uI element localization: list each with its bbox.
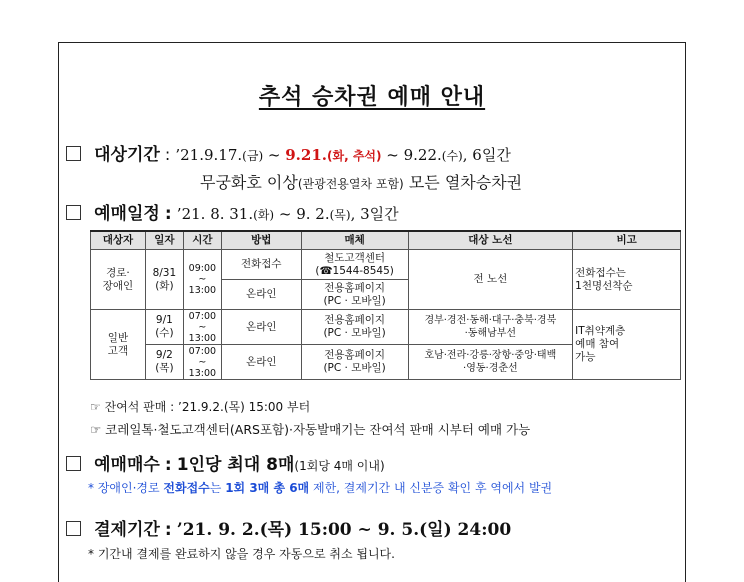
header-route: 대상 노선: [408, 231, 573, 250]
cell-route: 경부·경전·동해·대구·충북·경북 ·동해남부선: [408, 310, 573, 345]
limit-sub-prefix: * 장애인·경로: [88, 481, 164, 495]
cell-target: 일반 고객: [91, 310, 146, 380]
table-row: [91, 310, 681, 345]
period-start-day: (금): [242, 149, 264, 163]
cell-note: IT취약계층 예매 참여 가능: [573, 310, 681, 380]
limit-sub-tail: 제한, 결제기간 내 신분증 확인 후 역에서 발권: [309, 481, 553, 495]
schedule-line: [66, 199, 399, 224]
payment-subnote: * 기간내 결제를 완료하지 않을 경우 자동으로 취소 됩니다.: [88, 547, 395, 561]
period-line-2: [200, 170, 522, 193]
payment-colon: :: [164, 520, 172, 540]
schedule-label: 예매일정: [94, 204, 160, 224]
limit-value: 1인당 최대 8매: [176, 455, 295, 475]
period-end-day: (수): [441, 149, 463, 163]
cell-method: 온라인: [221, 280, 301, 310]
table-row: [91, 250, 681, 280]
checkbox-icon: [66, 205, 81, 220]
payment-label: 결제기간: [94, 520, 160, 540]
channel-note: ☞ 코레일톡·철도고객센터(ARS포함)·자동발매기는 잔여석 판매 시부터 예매 가능: [90, 422, 531, 437]
period-colon: :: [164, 145, 171, 164]
cell-media: 전용홈페이지 (PC · 모바일): [301, 345, 408, 380]
limit-sub-mid: 는: [209, 481, 226, 495]
cell-media: 전용홈페이지 (PC · 모바일): [301, 280, 408, 310]
cell-method: 온라인: [221, 310, 301, 345]
schedule-end: ~ 9. 2.: [274, 205, 330, 223]
cell-media: 전용홈페이지 (PC · 모바일): [301, 310, 408, 345]
header-method: 방법: [221, 231, 301, 250]
cell-time: 09:00 ~ 13:00: [183, 250, 221, 310]
period-scope: 무궁화호 이상: [200, 173, 298, 192]
period-end: ~ 9.22.: [381, 146, 442, 164]
limit-subnote: [88, 479, 552, 496]
schedule-days: , 3일간: [350, 205, 399, 223]
header-note: 비고: [573, 231, 681, 250]
cell-time: 07:00 ~ 13:00: [183, 310, 221, 345]
page-title: 추석 승차권 예매 안내: [258, 85, 486, 110]
limit-small: (1회당 4매 이내): [294, 459, 385, 473]
header-target: 대상자: [91, 231, 146, 250]
cell-date: 9/2 (목): [145, 345, 183, 380]
period-line: [66, 140, 511, 165]
schedule-table: [90, 230, 681, 380]
cell-date: 8/31 (화): [145, 250, 183, 310]
period-holiday: 9.21.: [285, 146, 328, 164]
header-media: 매체: [301, 231, 408, 250]
period-start: ’21.9.17.: [175, 146, 243, 164]
period-days: , 6일간: [462, 146, 511, 164]
payment-value: ’21. 9. 2.(목) 15:00 ~ 9. 5.(일) 24:00: [176, 520, 512, 540]
cell-route: 전 노선: [408, 250, 573, 310]
schedule-colon: :: [164, 204, 172, 224]
period-label: 대상기간: [94, 145, 160, 165]
checkbox-icon: [66, 521, 81, 536]
cell-route: 호남·전라·강릉·장항·중앙·태백 ·영동·경춘선: [408, 345, 573, 380]
header-time: 시간: [183, 231, 221, 250]
table-header-row: [91, 231, 681, 250]
period-scope-tail: 모든 열차승차권: [403, 173, 523, 192]
period-holiday-day: (화, 추석): [327, 149, 382, 163]
limit-label: 예매매수: [94, 455, 160, 475]
payment-line: [66, 515, 511, 540]
period-tilde: ~: [263, 146, 286, 164]
cell-date: 9/1 (수): [145, 310, 183, 345]
limit-line: [66, 450, 385, 475]
cell-target: 경로· 장애인: [91, 250, 146, 310]
remaining-seat-note: ☞ 잔여석 판매 : ’21.9.2.(목) 15:00 부터: [90, 400, 311, 414]
cell-method: 전화접수: [221, 250, 301, 280]
limit-sub-count: 1회 3매 총 6매: [225, 481, 310, 495]
period-scope-note: (관광전용열차 포함): [297, 177, 404, 191]
header-date: 일자: [145, 231, 183, 250]
checkbox-icon: [66, 146, 81, 161]
schedule-start-day: (화): [253, 208, 275, 222]
cell-note: 전화접수는 1천명선착순: [573, 250, 681, 310]
schedule-start: ’21. 8. 31.: [176, 205, 254, 223]
schedule-end-day: (목): [329, 208, 351, 222]
cell-time: 07:00 ~ 13:00: [183, 345, 221, 380]
cell-method: 온라인: [221, 345, 301, 380]
limit-colon: :: [164, 455, 172, 475]
cell-media: 철도고객센터 (☎1544-8545): [301, 250, 408, 280]
limit-sub-phone: 전화접수: [163, 481, 210, 495]
checkbox-icon: [66, 456, 81, 471]
